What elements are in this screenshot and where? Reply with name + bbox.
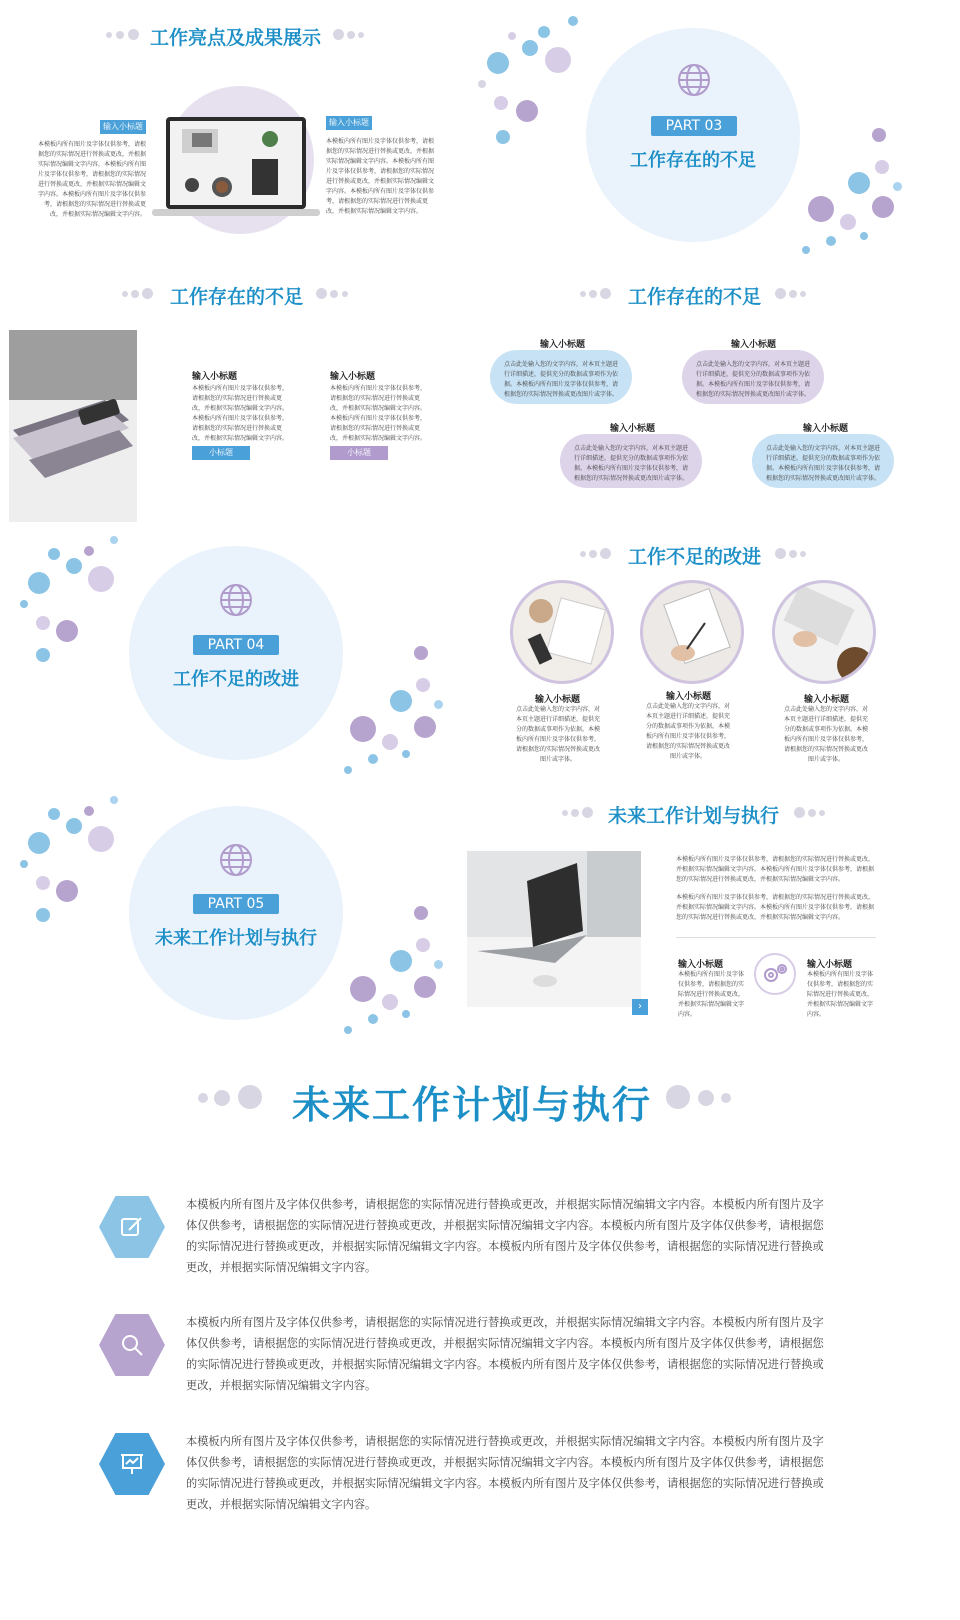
photo-heading: 输入小标题 — [666, 692, 712, 702]
part-title: 工作存在的不足 — [630, 150, 756, 171]
decor-dot — [316, 288, 327, 299]
body-text: 点击此处输入您的文字内容，对本页主题进行详细描述，提供充分的数据或事项作为依据。本模板内所有图片及字体仅供参考，请根据您的实际情况替换或更改图片或字体。 — [783, 706, 868, 763]
decor-dot — [330, 290, 338, 298]
body-text: 本模板内所有图片及字体仅供参考，请根据您的实际情况进行替换或更改，并根据实际情况编辑文字内容。 — [330, 385, 427, 412]
body-text: 本模板内所有图片及字体仅供参考，请根据您的实际情况进行替换或更改，并根据实际情况编辑文字内容。 — [807, 971, 874, 1018]
decor-dot — [358, 32, 364, 38]
body-text: 本模板内所有图片及字体仅供参考，请根据您的实际情况进行替换或更改，并根据实际情况编辑文字内容。本模板内所有图片及字体仅供参考，请根据您的实际情况进行替换或更改，并根据实际情况编辑文字内容。 — [676, 856, 875, 883]
decor-dot — [106, 32, 112, 38]
decor-dot — [508, 32, 516, 40]
decor-dot — [826, 236, 836, 246]
keyboard-photo — [772, 580, 876, 684]
decor-dot — [382, 734, 398, 750]
decor-dot — [434, 700, 443, 709]
decor-dot — [516, 100, 538, 122]
decor-dot — [402, 750, 410, 758]
slide-title: 未来工作计划与执行 — [608, 805, 780, 827]
decor-dot — [775, 548, 786, 559]
decor-dot — [347, 31, 355, 39]
pill-heading: 输入小标题 — [540, 340, 586, 350]
globe-icon — [218, 582, 254, 622]
decor-dot — [589, 550, 597, 558]
body-text: 本模板内所有图片及字体仅供参考，请根据您的实际情况进行替换或更改，并根据实际情况编辑文字内容，本模板内所有图片及字体仅供参考，请根据您的实际情况进行替换或更改，并根据实际情况编辑文字内容。本模板内所有图片及字体仅供参考，请根据您的实际情况进行替换或更改，并根据实际情况编辑文字内容。 — [37, 141, 146, 218]
paragraph: 本模板内所有图片及字体仅供参考，请根据您的实际情况进行替换或更改，并根据实际情况编辑文字内容。本模板内所有图片及字体仅供参考，请根据您的实际情况进行替换或更改，并根据实际情况编辑文字内容。本模板内所有图片及字体仅供参考，请根据您的实际情况进行替换或更改，并根据实际情况编辑文字内容。本模板内所有图片及字体仅供参考，请根据您的实际情况进行替换或更改，并根据实际情况编辑文字内容。 — [186, 1435, 824, 1511]
subtitle-tag: 小标题 — [330, 446, 388, 460]
decor-dot — [875, 160, 889, 174]
decor-dot — [116, 31, 124, 39]
pill-text: 点击此处输入您的文字内容，对本页主题进行详细描述，提供充分的数据或事项作为依据。本模板内所有图片及字体仅供参考，请根据您的实际情况替换或更改图片或字体。 — [752, 434, 894, 488]
decor-dot — [48, 808, 60, 820]
decor-dot — [110, 536, 118, 544]
decor-dot — [390, 690, 412, 712]
decor-dot — [802, 246, 810, 254]
decor-dot — [800, 551, 806, 557]
divider — [676, 937, 876, 938]
decor-dot — [238, 1085, 262, 1109]
subtitle-tag: 小标题 — [192, 446, 250, 460]
decor-dot — [20, 600, 28, 608]
decor-dot — [350, 716, 376, 742]
decor-dot — [28, 832, 50, 854]
pill-text: 点击此处输入您的文字内容，对本页主题进行详细描述，提供充分的数据或事项作为依据。本模板内所有图片及字体仅供参考，请根据您的实际情况替换或更改图片或字体。 — [560, 434, 702, 488]
column-heading: 输入小标题 — [192, 372, 238, 382]
decor-dot — [775, 288, 786, 299]
decor-dot — [368, 1014, 378, 1024]
decor-dot — [496, 130, 510, 144]
subtitle-tag: 输入小标题 — [326, 116, 372, 130]
decor-dot — [128, 29, 139, 40]
decor-dot — [36, 648, 50, 662]
pill-text: 点击此处输入您的文字内容，对本页主题进行详细描述，提供充分的数据或事项作为依据。本模板内所有图片及字体仅供参考，请根据您的实际情况替换或更改图片或字体。 — [682, 350, 824, 404]
decor-dot — [214, 1090, 230, 1106]
body-text: 点击此处输入您的文字内容，对本页主题进行详细描述，提供充分的数据或事项作为依据。本模板内所有图片及字体仅供参考，请根据您的实际情况替换或更改图片或字体。 — [515, 706, 600, 763]
presentation-icon — [118, 1450, 146, 1482]
desk-photo — [510, 580, 614, 684]
decor-dot — [414, 646, 428, 660]
decor-dot — [342, 291, 348, 297]
decor-dot — [122, 291, 128, 297]
column-heading: 输入小标题 — [330, 372, 376, 382]
decor-dot — [794, 807, 805, 818]
decor-dot — [414, 976, 436, 998]
notebook-photo — [9, 330, 137, 522]
decor-dot — [416, 938, 430, 952]
decor-dot — [402, 1010, 410, 1018]
decor-dot — [84, 546, 94, 556]
decor-dot — [600, 548, 611, 559]
next-arrow-icon[interactable]: › — [632, 999, 648, 1015]
decor-dot — [568, 16, 578, 26]
decor-dot — [344, 766, 352, 774]
decor-dot — [36, 876, 50, 890]
decor-dot — [390, 950, 412, 972]
decor-dot — [538, 26, 550, 38]
decor-dot — [522, 40, 538, 56]
office-photo — [467, 851, 641, 1007]
decor-dot — [580, 291, 586, 297]
decor-dot — [582, 807, 593, 818]
decor-dot — [487, 52, 509, 74]
body-text: 本模板内所有图片及字体仅供参考，请根据您的实际情况进行替换或更改，并根据实际情况编辑文字内容。本模板内所有图片及字体仅供参考，请根据您的实际情况进行替换或更改，并根据实际情况编辑文字内容。本模板内所有图片及字体仅供参考，请根据您的实际情况进行替换或更改，并根据实际情况编辑文字内容。 — [326, 138, 435, 215]
decor-dot — [88, 566, 114, 592]
decor-dot — [48, 548, 60, 560]
decor-dot — [562, 810, 568, 816]
decor-dot — [142, 288, 153, 299]
globe-icon — [218, 842, 254, 882]
decor-dot — [20, 860, 28, 868]
subtitle-tag: 输入小标题 — [100, 120, 146, 134]
pill-heading: 输入小标题 — [731, 340, 777, 350]
decor-dot — [808, 809, 816, 817]
body-text: 点击此处输入您的文字内容，对本页主题进行详细描述，提供充分的数据或事项作为依据。本模板内所有图片及字体仅供参考，请根据您的实际情况替换或更改图片或字体。 — [645, 703, 730, 760]
decor-dot — [698, 1090, 714, 1106]
body-text: 本模板内所有图片及字体仅供参考，请根据您的实际情况进行替换或更改，并根据实际情况编辑文字内容。本模板内所有图片及字体仅供参考，请根据您的实际情况进行替换或更改，并根据实际情况编辑文字内容。 — [676, 894, 875, 921]
decor-dot — [494, 96, 508, 110]
decor-dot — [860, 232, 868, 240]
photo-heading: 输入小标题 — [804, 695, 850, 705]
paragraph: 本模板内所有图片及字体仅供参考，请根据您的实际情况进行替换或更改，并根据实际情况编辑文字内容。本模板内所有图片及字体仅供参考，请根据您的实际情况进行替换或更改，并根据实际情况编辑文字内容。本模板内所有图片及字体仅供参考，请根据您的实际情况进行替换或更改，并根据实际情况编辑文字内容。本模板内所有图片及字体仅供参考，请根据您的实际情况进行替换或更改，并根据实际情况编辑文字内容。 — [186, 1198, 824, 1274]
decor-dot — [368, 754, 378, 764]
decor-dot — [198, 1093, 208, 1103]
decor-dot — [56, 880, 78, 902]
gears-icon — [754, 953, 796, 995]
body-text: 本模板内所有图片及字体仅供参考，请根据您的实际情况进行替换或更改，并根据实际情况编辑文字内容。 — [330, 415, 427, 442]
decor-dot — [434, 960, 443, 969]
decor-dot — [333, 29, 344, 40]
writing-photo — [640, 580, 744, 684]
decor-dot — [840, 214, 856, 230]
decor-dot — [580, 551, 586, 557]
slide-title: 工作存在的不足 — [628, 286, 762, 308]
decor-dot — [589, 290, 597, 298]
part-title: 未来工作计划与执行 — [155, 928, 317, 949]
globe-icon — [676, 62, 712, 102]
decor-dot — [344, 1026, 352, 1034]
decor-dot — [84, 806, 94, 816]
decor-dot — [66, 818, 82, 834]
laptop-photo — [152, 115, 320, 218]
decor-dot — [350, 976, 376, 1002]
part-badge: PART 05 — [193, 894, 279, 914]
decor-dot — [414, 906, 428, 920]
decor-dot — [382, 994, 398, 1010]
decor-dot — [872, 128, 886, 142]
decor-dot — [545, 47, 571, 73]
body-text: 本模板内所有图片及字体仅供参考，请根据您的实际情况进行替换或更改，并根据实际情况编辑文字内容。 — [678, 971, 745, 1018]
column-heading: 输入小标题 — [807, 960, 853, 970]
decor-dot — [789, 550, 797, 558]
decor-dot — [36, 616, 50, 630]
decor-dot — [110, 796, 118, 804]
decor-dot — [789, 290, 797, 298]
edit-icon — [118, 1213, 146, 1245]
decor-dot — [800, 291, 806, 297]
photo-heading: 输入小标题 — [535, 695, 581, 705]
slide-title: 未来工作计划与执行 — [292, 1083, 653, 1127]
decor-dot — [56, 620, 78, 642]
search-icon — [118, 1331, 146, 1363]
decor-dot — [848, 172, 870, 194]
decor-dot — [819, 810, 825, 816]
body-text: 本模板内所有图片及字体仅供参考，请根据您的实际情况进行替换或更改，并根据实际情况编辑文字内容。 — [192, 385, 289, 412]
column-heading: 输入小标题 — [678, 960, 724, 970]
decor-dot — [66, 558, 82, 574]
paragraph: 本模板内所有图片及字体仅供参考，请根据您的实际情况进行替换或更改，并根据实际情况编辑文字内容。本模板内所有图片及字体仅供参考，请根据您的实际情况进行替换或更改，并根据实际情况编辑文字内容。本模板内所有图片及字体仅供参考，请根据您的实际情况进行替换或更改，并根据实际情况编辑文字内容。本模板内所有图片及字体仅供参考，请根据您的实际情况进行替换或更改，并根据实际情况编辑文字内容。 — [186, 1316, 824, 1392]
decor-dot — [600, 288, 611, 299]
decor-dot — [872, 196, 894, 218]
decor-dot — [478, 80, 486, 88]
pill-text: 点击此处输入您的文字内容，对本页主题进行详细描述，提供充分的数据或事项作为依据。本模板内所有图片及字体仅供参考，请根据您的实际情况替换或更改图片或字体。 — [490, 350, 632, 404]
decor-dot — [808, 196, 834, 222]
body-text: 本模板内所有图片及字体仅供参考，请根据您的实际情况进行替换或更改，并根据实际情况编辑文字内容。 — [192, 415, 289, 442]
pill-heading: 输入小标题 — [803, 424, 849, 434]
part-title: 工作不足的改进 — [173, 669, 299, 690]
slide-title: 工作不足的改进 — [628, 546, 762, 568]
part-badge: PART 03 — [651, 116, 737, 136]
decor-dot — [414, 716, 436, 738]
part-badge: PART 04 — [193, 635, 279, 655]
decor-dot — [88, 826, 114, 852]
pill-heading: 输入小标题 — [610, 424, 656, 434]
decor-dot — [36, 908, 50, 922]
slide-title: 工作存在的不足 — [170, 286, 304, 308]
decor-dot — [131, 290, 139, 298]
decor-dot — [721, 1093, 731, 1103]
decor-dot — [666, 1085, 690, 1109]
decor-dot — [28, 572, 50, 594]
decor-dot — [893, 182, 902, 191]
decor-dot — [416, 678, 430, 692]
decor-dot — [571, 809, 579, 817]
slide-title: 工作亮点及成果展示 — [150, 27, 322, 49]
